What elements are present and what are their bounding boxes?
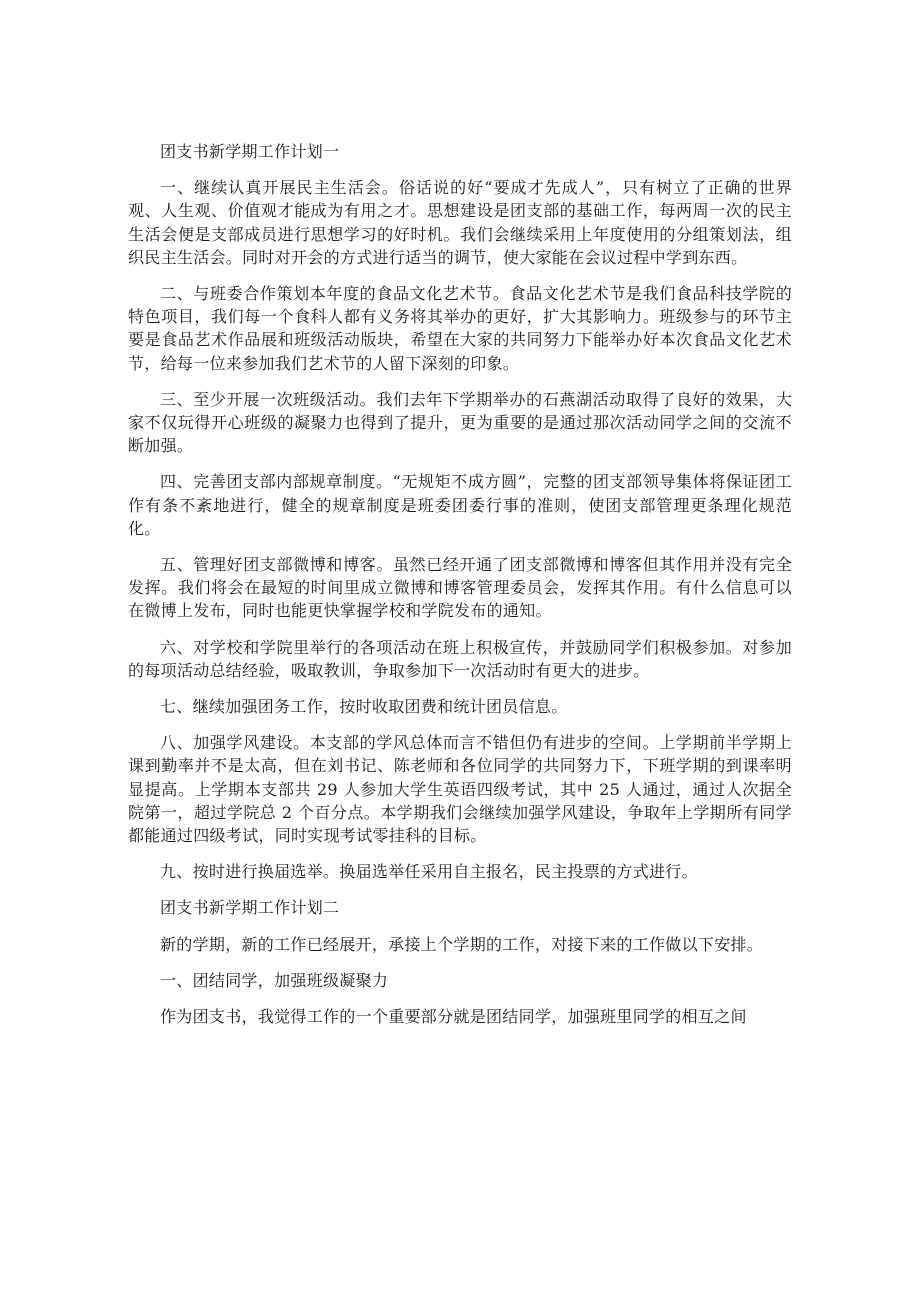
plan-1-item-8: 八、加强学风建设。本支部的学风总体而言不错但仍有进步的空间。上学期前半学期上课到勤率并不是太高，但在刘书记、陈老师和各位同学的共同努力下，下班学期的到课率明显提高。上学期本支部共 29 人参加大学生英语四级考试，其中 25 人通过，通过人次据全院第一，超过学院总 2 个百分点。本学期我们会继续加强学风建设，争取年上学期所有同学都能通过四级考试，同时实现考试零挂科的目标。 <box>128 733 792 846</box>
document-page <box>128 140 792 1041</box>
plan-2-section-heading: 一、团结同学，加强班级凝聚力 <box>160 970 389 990</box>
plan-1-item-1: 一、继续认真开展民主生活会。俗话说的好“要成才先成人”，只有树立了正确的世界观、人生观、价值观才能成为有用之才。思想建设是团支部的基础工作，每两周一次的民主生活会便是支部成员进行思想学习的好时机。我们会继续采用上年度使用的分组策划法，组织民主生活会。同时对开会的方式进行适当的调节，使大家能在会议过程中学到东西。 <box>128 178 792 267</box>
plan-1-item-4: 四、完善团支部内部规章制度。“无规矩不成方圆”，完整的团支部领导集体将保证团工作有条不紊地进行，健全的规章制度是班委团委行事的准则，使团支部管理更条理化规范化。 <box>128 472 792 538</box>
plan-2-intro: 新的学期，新的工作已经展开，承接上个学期的工作，对接下来的工作做以下安排。 <box>160 934 764 954</box>
plan-2-paragraph: 作为团支书，我觉得工作的一个重要部分就是团结同学，加强班里同学的相互之间 <box>160 1007 747 1027</box>
plan-1-item-9: 九、按时进行换届选举。换届选举任采用自主报名，民主投票的方式进行。 <box>160 862 698 882</box>
plan-1-item-2: 二、与班委合作策划本年度的食品文化艺术节。食品文化艺术节是我们食品科技学院的特色项目，我们每一个食科人都有义务将其举办的更好，扩大其影响力。班级参与的环节主要是食品艺术作品展和班级活动版块，希望在大家的共同努力下能举办好本次食品文化艺术节，给每一位来参加我们艺术节的人留下深刻的印象。 <box>128 284 792 373</box>
plan-1-item-6: 六、对学校和学院里举行的各项活动在班上积极宣传，并鼓励同学们积极参加。对参加的每项活动总结经验，吸取教训，争取参加下一次活动时有更大的进步。 <box>128 637 792 680</box>
plan-1-item-5: 五、管理好团支部微博和博客。虽然已经开通了团支部微博和博客但其作用并没有完全发挥。我们将会在最短的时间里成立微博和博客管理委员会，发挥其作用。有什么信息可以在微博上发布，同时也能更快掌握学校和学院发布的通知。 <box>128 555 792 621</box>
plan-1-item-7: 七、继续加强团务工作，按时收取团费和统计团员信息。 <box>160 697 568 717</box>
plan-1-title: 团支书新学期工作计划一 <box>160 142 340 161</box>
plan-1-item-3: 三、至少开展一次班级活动。我们去年下学期举办的石燕湖活动取得了良好的效果，大家不仅玩得开心班级的凝聚力也得到了提升，更为重要的是通过那次活动同学之间的交流不断加强。 <box>128 389 792 456</box>
plan-2-title: 团支书新学期工作计划二 <box>160 898 340 918</box>
